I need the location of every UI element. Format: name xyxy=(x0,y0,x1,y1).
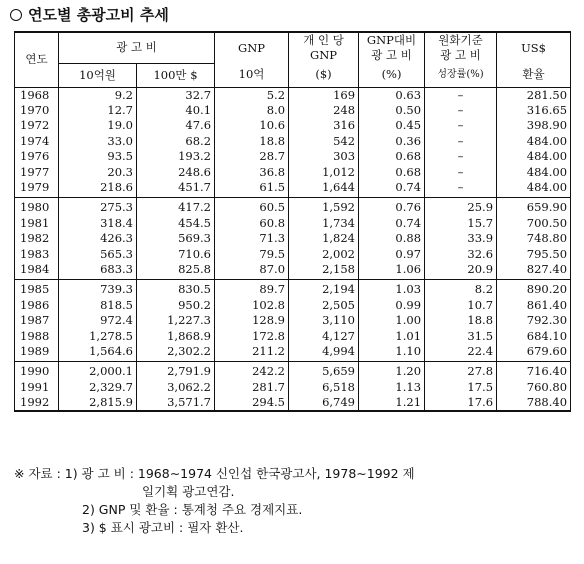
table-row xyxy=(15,149,571,164)
header-gnp-unit: 10억 xyxy=(215,63,289,87)
cell-ad-usd: 2,302.2 xyxy=(137,344,215,362)
cell-growth: 18.8 xyxy=(425,313,497,328)
cell-rate: 659.90 xyxy=(497,198,571,216)
cell-ad-usd: 68.2 xyxy=(137,134,215,149)
cell-year: 1992 xyxy=(15,395,59,411)
table-row xyxy=(15,103,571,118)
cell-per-capita: 6,518 xyxy=(289,380,359,395)
cell-per-capita: 5,659 xyxy=(289,362,359,380)
cell-gnp: 79.5 xyxy=(215,246,289,261)
cell-per-capita: 4,994 xyxy=(289,344,359,362)
cell-per-capita: 3,110 xyxy=(289,313,359,328)
cell-gnp: 211.2 xyxy=(215,344,289,362)
cell-rate: 684.10 xyxy=(497,328,571,343)
header-growth-unit: 성장률(%) xyxy=(425,63,497,87)
cell-ratio: 0.99 xyxy=(359,298,425,313)
cell-ratio: 1.10 xyxy=(359,344,425,362)
table-row xyxy=(15,87,571,103)
header-per-capita-unit: ($) xyxy=(289,63,359,87)
cell-ratio: 1.21 xyxy=(359,395,425,411)
cell-rate: 827.40 xyxy=(497,262,571,280)
cell-year: 1983 xyxy=(15,246,59,261)
cell-per-capita: 303 xyxy=(289,149,359,164)
cell-ad-usd: 825.8 xyxy=(137,262,215,280)
header-per-capita xyxy=(289,32,359,63)
table-row xyxy=(15,380,571,395)
cell-year: 1972 xyxy=(15,118,59,133)
cell-ad-won: 972.4 xyxy=(59,313,137,328)
cell-ratio: 0.76 xyxy=(359,198,425,216)
cell-ad-won: 2,815.9 xyxy=(59,395,137,411)
cell-gnp: 281.7 xyxy=(215,380,289,395)
cell-per-capita: 6,749 xyxy=(289,395,359,411)
cell-growth: 31.5 xyxy=(425,328,497,343)
cell-ad-won: 683.3 xyxy=(59,262,137,280)
header-ad: 광 고 비 xyxy=(59,32,215,63)
cell-per-capita: 248 xyxy=(289,103,359,118)
cell-year: 1988 xyxy=(15,328,59,343)
cell-ratio: 1.03 xyxy=(359,280,425,298)
cell-rate: 700.50 xyxy=(497,216,571,231)
cell-ad-won: 9.2 xyxy=(59,87,137,103)
circle-bullet-icon xyxy=(10,9,22,21)
cell-ad-usd: 47.6 xyxy=(137,118,215,133)
cell-ad-won: 565.3 xyxy=(59,246,137,261)
table-row xyxy=(15,134,571,149)
cell-ratio: 1.20 xyxy=(359,362,425,380)
header-growth-line2: 광 고 비 xyxy=(440,48,481,62)
cell-year: 1986 xyxy=(15,298,59,313)
table-row xyxy=(15,262,571,280)
note-line-4: 3) $ 표시 광고비 : 필자 환산. xyxy=(82,520,244,535)
cell-ad-won: 20.3 xyxy=(59,164,137,179)
cell-gnp: 5.2 xyxy=(215,87,289,103)
table-row xyxy=(15,344,571,362)
table-row xyxy=(15,118,571,133)
table-row xyxy=(15,198,571,216)
cell-rate: 484.00 xyxy=(497,164,571,179)
table-row xyxy=(15,395,571,411)
table-row xyxy=(15,362,571,380)
cell-year: 1974 xyxy=(15,134,59,149)
cell-rate: 792.30 xyxy=(497,313,571,328)
header-year: 연도 xyxy=(15,32,59,87)
cell-growth: 25.9 xyxy=(425,198,497,216)
cell-ad-won: 218.6 xyxy=(59,180,137,198)
cell-ratio: 0.50 xyxy=(359,103,425,118)
cell-ratio: 1.01 xyxy=(359,328,425,343)
cell-gnp: 294.5 xyxy=(215,395,289,411)
cell-gnp: 28.7 xyxy=(215,149,289,164)
cell-rate: 890.20 xyxy=(497,280,571,298)
cell-year: 1980 xyxy=(15,198,59,216)
cell-ad-usd: 1,868.9 xyxy=(137,328,215,343)
cell-growth: 32.6 xyxy=(425,246,497,261)
cell-per-capita: 316 xyxy=(289,118,359,133)
cell-per-capita: 2,194 xyxy=(289,280,359,298)
cell-ratio: 0.45 xyxy=(359,118,425,133)
cell-year: 1981 xyxy=(15,216,59,231)
cell-gnp: 10.6 xyxy=(215,118,289,133)
cell-growth: 17.6 xyxy=(425,395,497,411)
table-row xyxy=(15,164,571,179)
cell-rate: 788.40 xyxy=(497,395,571,411)
cell-gnp: 60.8 xyxy=(215,216,289,231)
cell-gnp: 128.9 xyxy=(215,313,289,328)
cell-ratio: 0.36 xyxy=(359,134,425,149)
cell-per-capita: 4,127 xyxy=(289,328,359,343)
header-per-capita-line1: 개 인 당 xyxy=(303,33,344,47)
cell-ad-won: 426.3 xyxy=(59,231,137,246)
cell-year: 1984 xyxy=(15,262,59,280)
cell-growth: 22.4 xyxy=(425,344,497,362)
cell-growth: 27.8 xyxy=(425,362,497,380)
cell-year: 1989 xyxy=(15,344,59,362)
cell-ad-usd: 3,571.7 xyxy=(137,395,215,411)
cell-year: 1968 xyxy=(15,87,59,103)
cell-ad-usd: 193.2 xyxy=(137,149,215,164)
source-notes xyxy=(14,465,574,537)
cell-ad-won: 739.3 xyxy=(59,280,137,298)
cell-per-capita: 1,592 xyxy=(289,198,359,216)
table-row xyxy=(15,180,571,198)
cell-ad-usd: 451.7 xyxy=(137,180,215,198)
cell-ad-won: 2,000.1 xyxy=(59,362,137,380)
cell-ad-usd: 830.5 xyxy=(137,280,215,298)
header-ratio xyxy=(359,32,425,63)
cell-per-capita: 1,734 xyxy=(289,216,359,231)
cell-year: 1991 xyxy=(15,380,59,395)
cell-growth: 33.9 xyxy=(425,231,497,246)
cell-gnp: 61.5 xyxy=(215,180,289,198)
cell-ad-won: 33.0 xyxy=(59,134,137,149)
cell-ratio: 0.97 xyxy=(359,246,425,261)
cell-ad-won: 93.5 xyxy=(59,149,137,164)
cell-gnp: 71.3 xyxy=(215,231,289,246)
cell-year: 1990 xyxy=(15,362,59,380)
cell-growth: – xyxy=(425,134,497,149)
cell-rate: 795.50 xyxy=(497,246,571,261)
cell-per-capita: 169 xyxy=(289,87,359,103)
cell-ad-usd: 40.1 xyxy=(137,103,215,118)
cell-gnp: 242.2 xyxy=(215,362,289,380)
cell-rate: 716.40 xyxy=(497,362,571,380)
cell-growth: 20.9 xyxy=(425,262,497,280)
table-row xyxy=(15,231,571,246)
cell-rate: 316.65 xyxy=(497,103,571,118)
cell-ad-won: 275.3 xyxy=(59,198,137,216)
table-row xyxy=(15,246,571,261)
cell-ad-usd: 3,062.2 xyxy=(137,380,215,395)
cell-ad-won: 818.5 xyxy=(59,298,137,313)
header-per-capita-line2: GNP xyxy=(310,48,338,62)
table-row xyxy=(15,298,571,313)
header-ad-won: 10억원 xyxy=(59,63,137,87)
cell-year: 1982 xyxy=(15,231,59,246)
cell-ad-won: 19.0 xyxy=(59,118,137,133)
cell-gnp: 172.8 xyxy=(215,328,289,343)
table-row xyxy=(15,313,571,328)
ad-expenditure-table xyxy=(14,31,571,412)
cell-ratio: 0.63 xyxy=(359,87,425,103)
cell-ad-usd: 454.5 xyxy=(137,216,215,231)
cell-gnp: 8.0 xyxy=(215,103,289,118)
cell-per-capita: 2,002 xyxy=(289,246,359,261)
table-row xyxy=(15,280,571,298)
header-growth-line1: 원화기준 xyxy=(438,33,483,47)
cell-ad-usd: 417.2 xyxy=(137,198,215,216)
cell-ad-won: 318.4 xyxy=(59,216,137,231)
cell-ad-usd: 248.6 xyxy=(137,164,215,179)
cell-rate: 484.00 xyxy=(497,149,571,164)
cell-ratio: 0.74 xyxy=(359,180,425,198)
cell-rate: 760.80 xyxy=(497,380,571,395)
cell-gnp: 60.5 xyxy=(215,198,289,216)
cell-growth: – xyxy=(425,149,497,164)
table-row xyxy=(15,216,571,231)
cell-ad-won: 1,564.6 xyxy=(59,344,137,362)
header-ratio-unit: (%) xyxy=(359,63,425,87)
cell-ad-usd: 710.6 xyxy=(137,246,215,261)
header-growth xyxy=(425,32,497,63)
cell-per-capita: 1,824 xyxy=(289,231,359,246)
cell-per-capita: 1,644 xyxy=(289,180,359,198)
cell-growth: – xyxy=(425,103,497,118)
cell-ad-won: 1,278.5 xyxy=(59,328,137,343)
cell-year: 1987 xyxy=(15,313,59,328)
cell-per-capita: 2,158 xyxy=(289,262,359,280)
header-ratio-line1: GNP대비 xyxy=(366,33,417,47)
cell-ratio: 1.13 xyxy=(359,380,425,395)
table-body xyxy=(15,87,571,411)
cell-year: 1985 xyxy=(15,280,59,298)
cell-per-capita: 1,012 xyxy=(289,164,359,179)
note-line-3: 2) GNP 및 환율 : 통계청 주요 경제지표. xyxy=(82,502,303,517)
cell-rate: 484.00 xyxy=(497,134,571,149)
cell-growth: 15.7 xyxy=(425,216,497,231)
note-line-1: ※ 자료 : 1) 광 고 비 : 1968∼1974 신인섭 한국광고사, 1978∼1992 제 xyxy=(14,466,415,481)
cell-growth: – xyxy=(425,87,497,103)
cell-rate: 679.60 xyxy=(497,344,571,362)
cell-growth: 8.2 xyxy=(425,280,497,298)
cell-growth: 10.7 xyxy=(425,298,497,313)
cell-ratio: 0.68 xyxy=(359,164,425,179)
cell-year: 1970 xyxy=(15,103,59,118)
cell-year: 1977 xyxy=(15,164,59,179)
cell-gnp: 18.8 xyxy=(215,134,289,149)
cell-rate: 281.50 xyxy=(497,87,571,103)
cell-year: 1979 xyxy=(15,180,59,198)
cell-ratio: 1.06 xyxy=(359,262,425,280)
cell-ad-usd: 2,791.9 xyxy=(137,362,215,380)
cell-growth: – xyxy=(425,118,497,133)
cell-gnp: 36.8 xyxy=(215,164,289,179)
cell-ad-usd: 569.3 xyxy=(137,231,215,246)
cell-ad-usd: 1,227.3 xyxy=(137,313,215,328)
cell-ratio: 0.74 xyxy=(359,216,425,231)
table-row xyxy=(15,328,571,343)
cell-gnp: 87.0 xyxy=(215,262,289,280)
note-line-2: 일기획 광고연감. xyxy=(142,484,235,499)
cell-rate: 861.40 xyxy=(497,298,571,313)
cell-growth: 17.5 xyxy=(425,380,497,395)
cell-ad-won: 12.7 xyxy=(59,103,137,118)
cell-per-capita: 542 xyxy=(289,134,359,149)
cell-gnp: 89.7 xyxy=(215,280,289,298)
header-rate-unit: 환율 xyxy=(497,63,571,87)
cell-rate: 398.90 xyxy=(497,118,571,133)
header-ad-usd: 100만 $ xyxy=(137,63,215,87)
header-rate: US$ xyxy=(497,32,571,63)
cell-ratio: 0.88 xyxy=(359,231,425,246)
cell-rate: 484.00 xyxy=(497,180,571,198)
title-text: 연도별 총광고비 추세 xyxy=(28,6,169,24)
cell-ad-usd: 32.7 xyxy=(137,87,215,103)
cell-per-capita: 2,505 xyxy=(289,298,359,313)
cell-ad-usd: 950.2 xyxy=(137,298,215,313)
cell-ratio: 0.68 xyxy=(359,149,425,164)
header-ratio-line2: 광 고 비 xyxy=(371,48,412,62)
cell-rate: 748.80 xyxy=(497,231,571,246)
cell-ratio: 1.00 xyxy=(359,313,425,328)
cell-gnp: 102.8 xyxy=(215,298,289,313)
cell-ad-won: 2,329.7 xyxy=(59,380,137,395)
page-title xyxy=(10,4,169,25)
header-gnp: GNP xyxy=(215,32,289,63)
cell-growth: – xyxy=(425,180,497,198)
cell-growth: – xyxy=(425,164,497,179)
cell-year: 1976 xyxy=(15,149,59,164)
